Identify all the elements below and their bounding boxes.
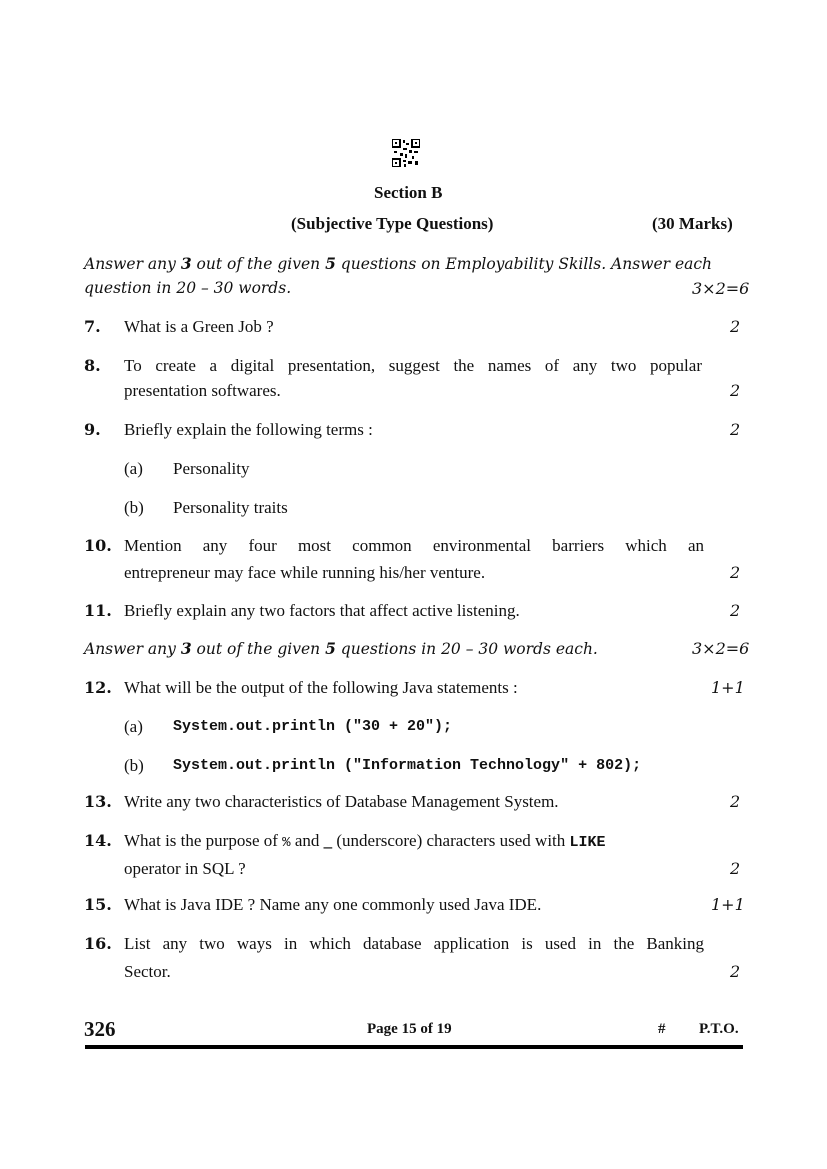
question-marks: 2: [730, 420, 741, 439]
question-text: To create a digital presentation, suggest the names of any two popular: [124, 356, 702, 375]
sub-label: (a): [124, 717, 143, 736]
question-text: Briefly explain any two factors that affect active listening.: [124, 601, 520, 620]
instruction-part1-marks: 3×2=6: [692, 279, 750, 298]
question-marks: 1+1: [711, 678, 745, 697]
sub-label: (b): [124, 498, 144, 517]
sub-label: (a): [124, 459, 143, 478]
instruction-part2: Answer any 3 out of the given 5 questions in 20 – 30 words each.: [84, 639, 598, 658]
question-number: 7.: [84, 317, 101, 336]
question-text: What is the purpose of % and _ (underscore) characters used with LIKE: [124, 831, 606, 851]
pto-label: P.T.O.: [699, 1021, 739, 1037]
question-number: 16.: [84, 934, 112, 953]
question-number: 10.: [84, 536, 112, 555]
section-total-marks: (30 Marks): [652, 214, 733, 233]
question-text-line2: entrepreneur may face while running his/her venture.: [124, 563, 486, 582]
code-snippet: System.out.println ("30 + 20");: [173, 718, 453, 735]
question-text: What is a Green Job ?: [124, 317, 274, 336]
question-text-line2: operator in SQL ?: [124, 859, 246, 878]
section-subtitle: (Subjective Type Questions): [291, 214, 494, 233]
question-marks: 2: [730, 601, 741, 620]
question-number: 9.: [84, 420, 101, 439]
question-marks: 1+1: [711, 895, 745, 914]
question-marks: 2: [730, 563, 741, 582]
footer-rule: [85, 1045, 743, 1049]
question-marks: 2: [730, 792, 741, 811]
question-marks: 2: [730, 859, 741, 878]
page-number: Page 15 of 19: [367, 1021, 452, 1037]
qr-code-icon: [392, 139, 420, 167]
question-text: List any two ways in which database application is used in the Banking: [124, 934, 704, 953]
instruction-part1: Answer any 3 out of the given 5 questions on Employability Skills. Answer each: [84, 254, 713, 273]
question-text: Mention any four most common environmental barriers which an: [124, 536, 704, 555]
instruction-part2-marks: 3×2=6: [692, 639, 750, 658]
sub-text: Personality: [173, 459, 250, 478]
question-text-line2: Sector.: [124, 962, 171, 981]
question-marks: 2: [730, 381, 741, 400]
question-text: Write any two characteristics of Database Management System.: [124, 792, 559, 811]
instruction-part1-line2: question in 20 – 30 words.: [84, 279, 292, 297]
question-number: 13.: [84, 792, 112, 811]
question-number: 15.: [84, 895, 112, 914]
question-number: 14.: [84, 831, 112, 850]
question-text: Briefly explain the following terms :: [124, 420, 373, 439]
sub-label: (b): [124, 756, 144, 775]
question-text-line2: presentation softwares.: [124, 381, 281, 400]
question-text: What is Java IDE ? Name any one commonly used Java IDE.: [124, 895, 542, 914]
question-number: 8.: [84, 356, 101, 375]
paper-code: 326: [84, 1017, 116, 1041]
code-snippet: System.out.println ("Information Technology" + 802);: [173, 757, 642, 774]
sub-text: Personality traits: [173, 498, 288, 517]
question-text: What will be the output of the following Java statements :: [124, 678, 518, 697]
hash-mark: #: [658, 1021, 666, 1037]
section-title: Section B: [374, 183, 443, 202]
question-marks: 2: [730, 317, 741, 336]
question-marks: 2: [730, 962, 741, 981]
question-number: 12.: [84, 678, 112, 697]
question-number: 11.: [84, 601, 112, 620]
